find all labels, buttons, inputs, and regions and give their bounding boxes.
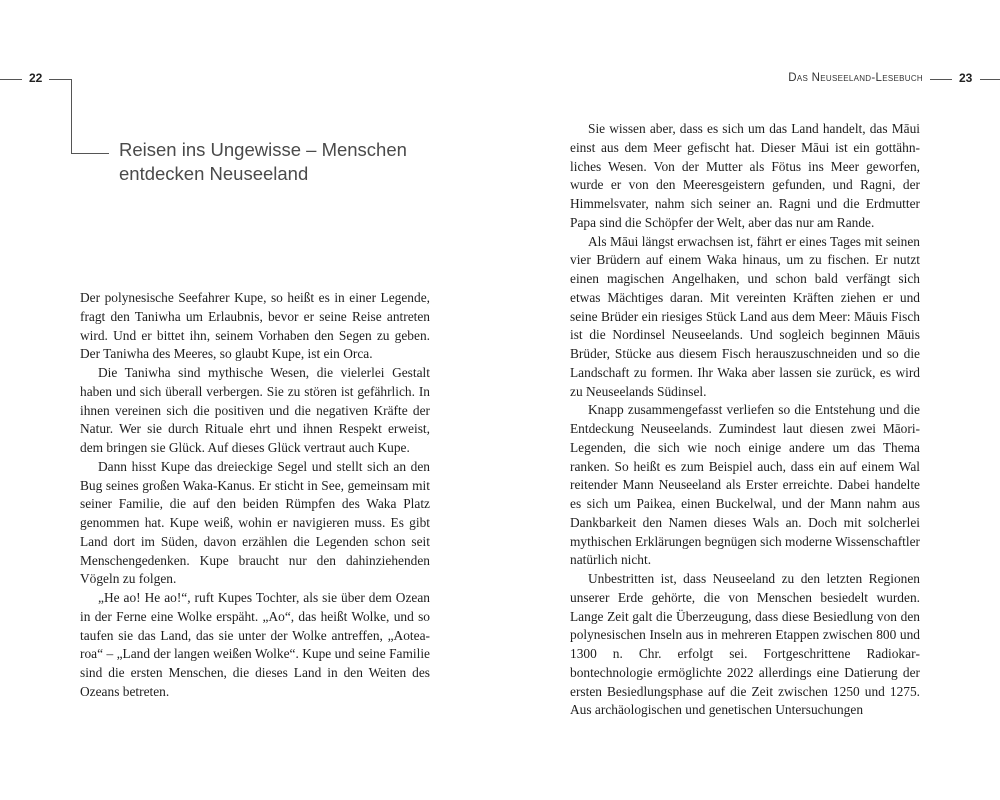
chapter-horizontal-rule [71,153,109,154]
chapter-title-line-2: entdecken Neuseeland [119,163,309,184]
left-page-body [80,289,430,702]
body-paragraph: Der polynesische Seefahrer Kupe, so heißt es in einer Legende, fragt den Taniwha um Erlaubnis, bevor er seine Reise antreten wird. Und er bittet ihn, seinem Vorhaben den Segen zu geben. Der Taniwha des Meeres, so glaubt Kupe, ist ein Orca. [80,290,430,362]
body-paragraph: Knapp zusammengefasst verliefen so die Entstehung und die Entdeckung Neuseelands. Zumindest laut diesen zwei Māori-Legenden, die sich wie noch einige andere um das Thema ranken. So heißt es zum Beispiel auch, dass ein auf einem Wal reitender Mann Neuseeland als Erster erreichte. Dabei handelte es sich um Paikea, einen Buckelwal, und der Mann nahm aus Dankbarkeit den Namen dieses Wals an. Doch mit solcherlei mythischen Erklärungen begnügen sich moderne Wissenschaftler natürlich nicht. [570,402,920,568]
chapter-vertical-rule [71,79,72,153]
body-paragraph: Sie wissen aber, dass es sich um das Land handelt, das Māui einst aus dem Meer gefischt hat. Dieser Māui ist ein gottähnliches Wesen. Von der Mutter als Fötus ins Meer geworfen, wurde er von den Meeresgeistern gefunden, und Ragni, der Himmelsvater, nahm sich seiner an. Ragni und die Erdmutter Papa sind die Schöpfer der Welt, aber das nur am Rande. [570,121,920,230]
left-header-rule-long [49,79,71,80]
chapter-title [119,138,449,186]
right-page-number: 23 [959,71,973,85]
right-header-rule-edge [980,79,1000,80]
right-header-rule [930,79,952,80]
body-paragraph: „He ao! He ao!“, ruft Kupes Tochter, als sie über dem Ozean in der Ferne eine Wolke erspäht. „Ao“, das heißt Wolke, und so taufen sie das Land, das sie unter der Wolke antreffen, „Aotearoa“ – „Land der langen weißen Wolke“. Kupe und seine Familie sind die ersten Menschen, die dieses Land in den Weiten des Ozeans betreten. [80,590,430,699]
running-head: Das Neuseeland-Lesebuch [788,72,923,84]
body-paragraph: Unbestritten ist, dass Neuseeland zu den letzten Regionen unserer Erde gehörte, die von Menschen besiedelt wurden. Lange Zeit galt die Überzeugung, dass diese Besiedlung von den polynesischen Inseln aus in mehreren Etappen zwischen 800 und 1300 n. Chr. erfolgt sei. Fortgeschrittene Radiokarbontechnologie ermöglichte 2022 allerdings eine Datierung der ersten Besiedlungsphase auf die Zeit zwischen 1250 und 1275. Aus archäologischen und genetischen Untersuchungen [570,571,920,718]
right-page-body [570,120,920,720]
chapter-title-line-1: Reisen ins Ungewisse – Menschen [119,139,407,160]
body-paragraph: Dann hisst Kupe das dreieckige Segel und stellt sich an den Bug seines großen Waka-Kanus. Er sticht in See, gemeinsam mit seiner Familie, die auf den beiden Rümpfen des Waka Platz genommen hat. Kupe weiß, wohin er navigieren muss. Es gibt Land dort im Süden, davon erzählen die Legenden schon seit Menschengedenken. Kupe braucht nur den dahinziehenden Vögeln zu folgen. [80,458,430,587]
body-paragraph: Die Taniwha sind mythische Wesen, die vielerlei Gestalt haben und sich überall verbergen. Sie zu stören ist gefährlich. In ihnen vereinen sich die positiven und die negativen Kräfte der Natur. Wer sie durch Rituale ehrt und ihnen Respekt erweist, dem bringen sie Glück. Auf dieses Glück vertraut auch Kupe. [80,365,430,455]
body-paragraph: Als Māui längst erwachsen ist, fährt er eines Tages mit seinen vier Brüdern auf einem Waka hinaus, um zu fischen. Er nutzt einen magischen Angelhaken, und schon bald verfängt sich etwas Mächtiges daran. Mit vereinten Kräften ziehen er und seine Brüder ein riesiges Stück Land aus dem Meer: Māuis Fisch ist die Nordinsel Neuseelands. Und sogleich beginnen Māuis Brüder, Stücke aus diesem Fisch herauszuschneiden und so die Landschaft zu formen. Ihr Waka aber lassen sie zurück, es wird zu Neuseelands Südinsel. [570,233,920,399]
left-header-rule-short [0,79,22,80]
left-page-number: 22 [29,71,43,85]
